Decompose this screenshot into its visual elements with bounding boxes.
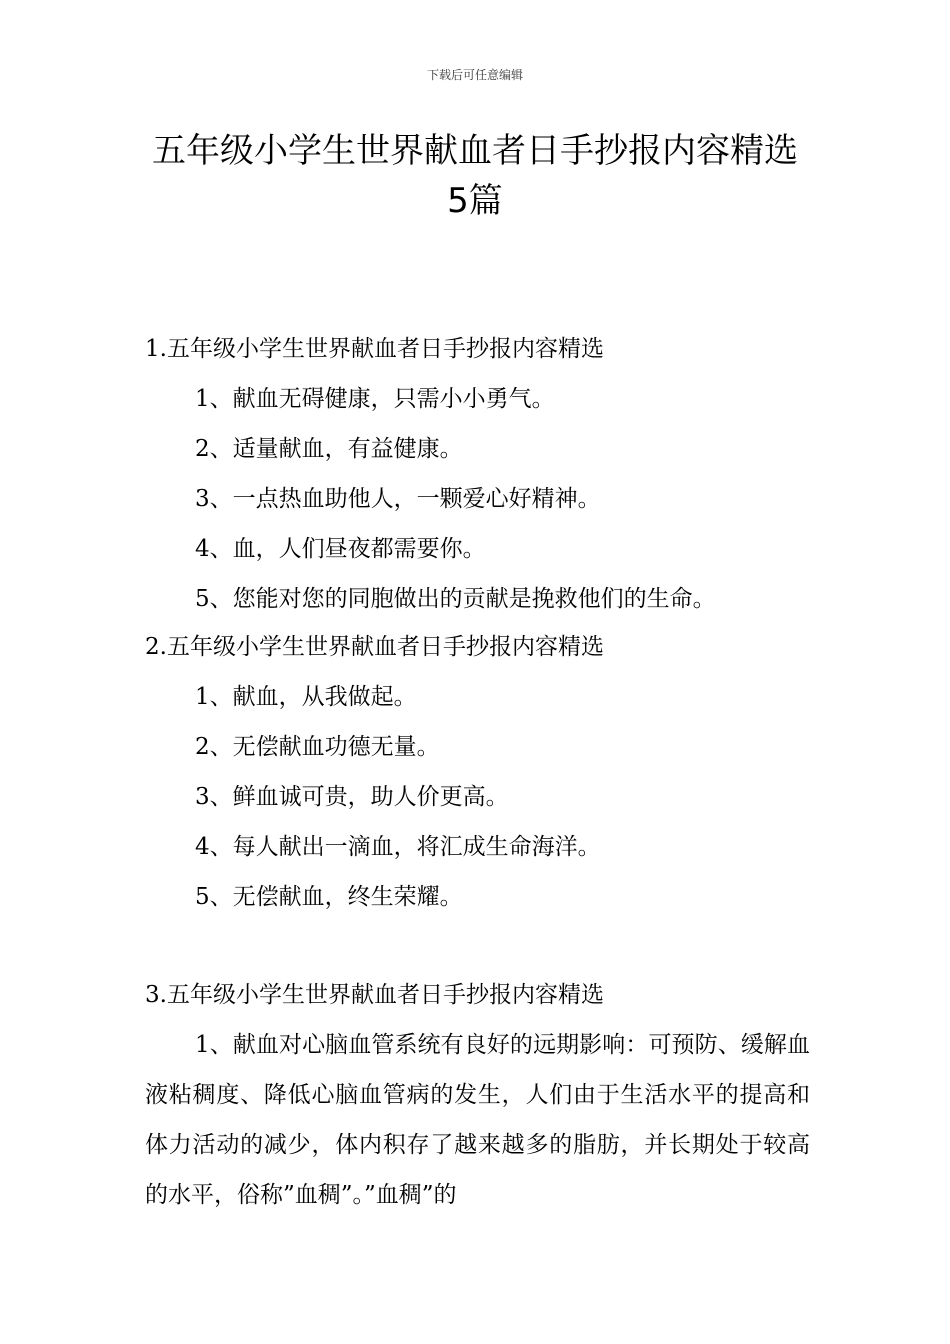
section-heading: 1.五年级小学生世界献血者日手抄报内容精选 xyxy=(145,336,604,362)
list-item: 2、无偿献血功德无量。 xyxy=(195,734,440,760)
section-paragraph: 1、献血对心脑血管系统有良好的远期影响：可预防、缓解血液粘稠度、降低心脑血管病的发生，人们由于生活水平的提高和体力活动的减少，体内积存了越来越多的脂肪，并长期处于较高的水平，俗称”血稠”。”血稠”的 xyxy=(145,1032,810,1208)
list-item: 4、血，人们昼夜都需要你。 xyxy=(195,536,486,562)
list-item: 1、献血无碍健康，只需小小勇气。 xyxy=(195,386,555,412)
section-3 xyxy=(145,970,810,1220)
section-heading: 3.五年级小学生世界献血者日手抄报内容精选 xyxy=(145,982,604,1008)
header-note: 下载后可任意编辑 xyxy=(426,68,523,82)
section-1 xyxy=(145,324,810,624)
list-item: 5、无偿献血，终生荣耀。 xyxy=(195,884,463,910)
list-item: 3、鲜血诚可贵，助人价更高。 xyxy=(195,784,509,810)
list-item: 4、每人献出一滴血，将汇成生命海洋。 xyxy=(195,834,601,860)
section-heading: 2.五年级小学生世界献血者日手抄报内容精选 xyxy=(145,634,604,660)
document-title: 五年级小学生世界献血者日手抄报内容精选5篇 xyxy=(152,131,798,221)
list-item: 3、一点热血助他人，一颗爱心好精神。 xyxy=(195,486,601,512)
section-2 xyxy=(145,622,810,922)
list-item: 5、您能对您的同胞做出的贡献是挽救他们的生命。 xyxy=(195,586,716,612)
list-item: 1、献血，从我做起。 xyxy=(195,684,417,710)
list-item: 2、适量献血，有益健康。 xyxy=(195,436,463,462)
